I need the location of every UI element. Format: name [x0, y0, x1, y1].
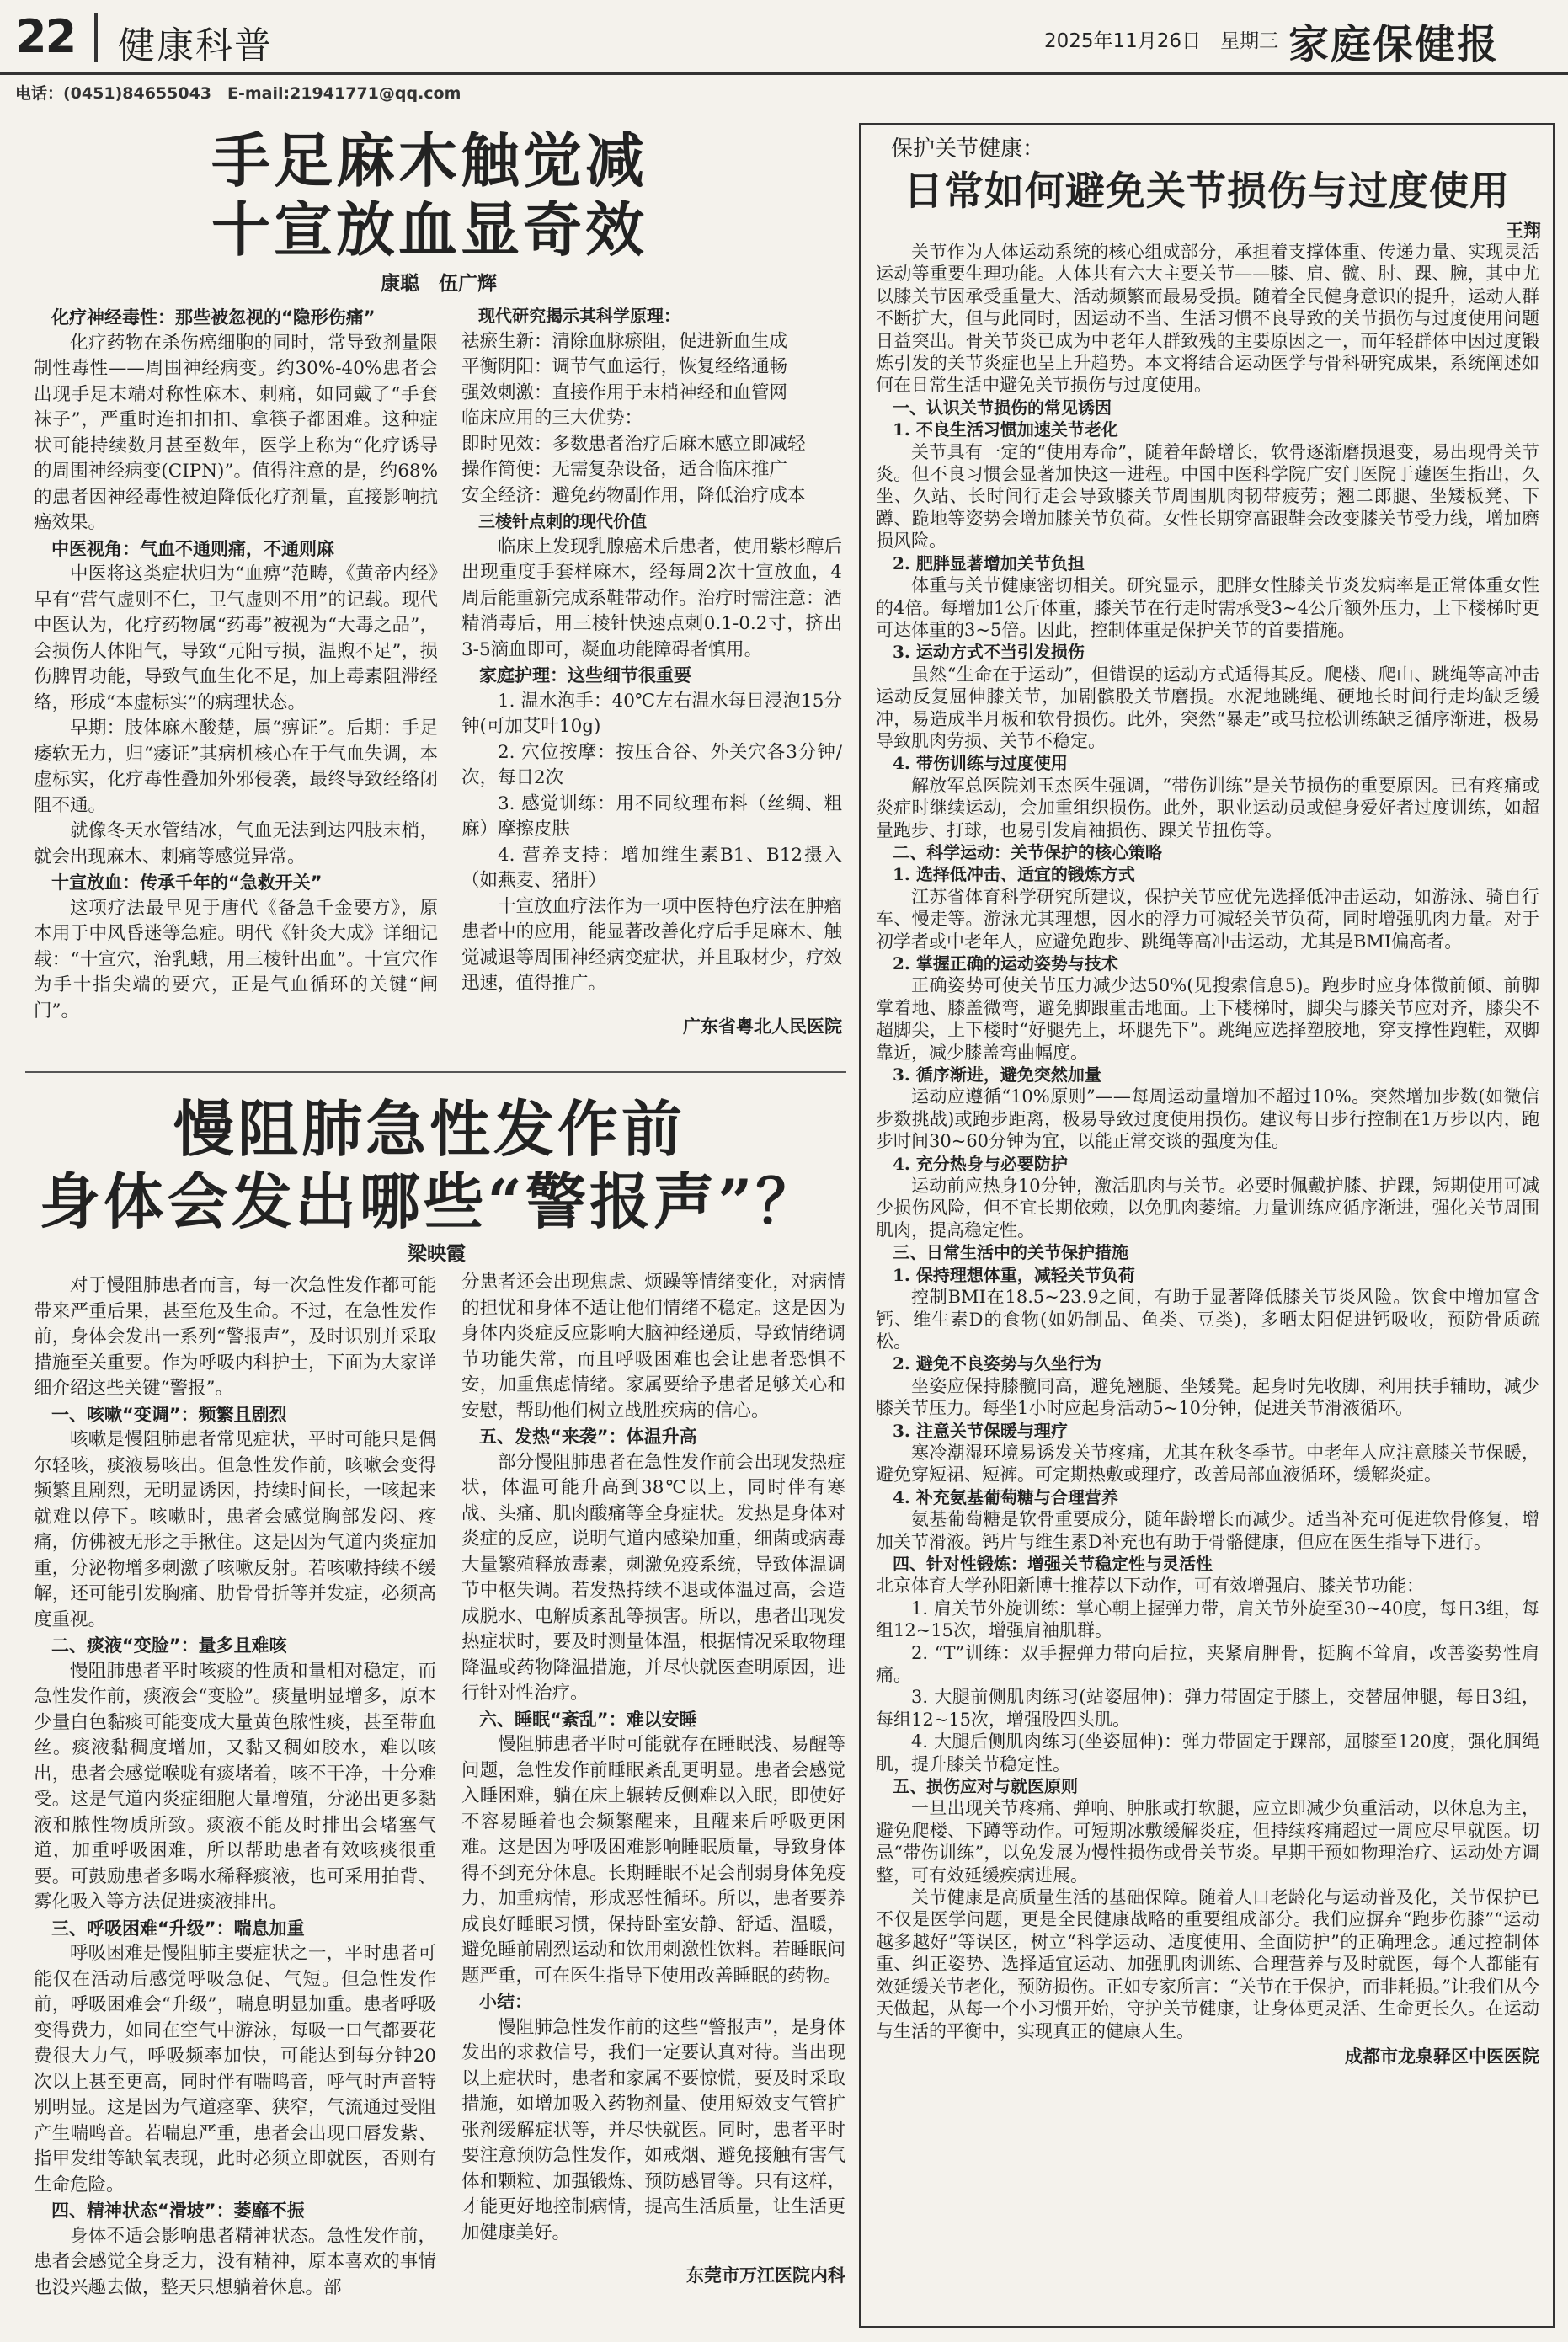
- paragraph: 临床上发现乳腺癌术后患者，使用紫杉醇后出现重度手套样麻木，经每周2次十宣放血，4周后能重新完成系鞋带动作。治疗时需注意：酒精消毒后，用三棱针快速点刺0.1-0.2寸，挤出3-5滴血即可，凝血功能障碍者慎用。: [461, 536, 842, 660]
- subheading: 五、发热“来袭”：体温升高: [479, 1427, 697, 1447]
- paragraph: 对于慢阻肺患者而言，每一次急性发作都可能带来严重后果，甚至危及生命。不过，在急性发作前，身体会发出一系列“警报声”，及时识别并采取措施至关重要。作为呼吸内科护士，下面为大家详细介绍这些关键“警报”。: [34, 1275, 436, 1399]
- page-header: [0, 0, 1568, 80]
- paragraph: 正确姿势可使关节压力减少达50%(见搜索信息5)。跑步时应身体微前倾、前脚掌着地、膝盖微弯，避免脚跟重击地面。上下楼梯时，脚尖与膝关节应对齐，膝尖不超脚尖，上下楼时“好腿先上，坏腿先下”。跳绳应选择塑胶地，穿支撑性跑鞋，双脚靠近，减少膝盖弯曲幅度。: [876, 975, 1539, 1063]
- paragraph: 中医将这类症状归为“血痹”范畴，《黄帝内经》早有“营气虚则不仁，卫气虚则不用”的记载。现代中医认为，化疗药物属“药毒”被视为“大毒之品”，会损伤人体阳气，导致“元阳亏损，温煦不足”，损伤脾胃功能，导致气血生化不足，加上毒素阻滞经络，形成“本虚标实”的病理状态。: [34, 563, 438, 713]
- section-title: 健康科普: [118, 24, 273, 67]
- article2-left-column: [34, 1273, 436, 2326]
- paragraph: 江苏省体育科学研究所建议，保护关节应优先选择低冲击运动，如游泳、骑自行车、慢走等。游泳尤其理想，因水的浮力可减轻关节负荷，同时增强肌肉力量。对于初学者或中老年人，应避免跑步、跳绳等高冲击运动，尤其是BMI偏高者。: [876, 886, 1539, 952]
- paragraph: 1. 温水泡手：40℃左右温水每日浸泡15分钟(可加艾叶10g): [461, 690, 842, 737]
- article3-kicker: 保护关节健康：: [891, 136, 1045, 162]
- paragraph: 化疗药物在杀伤癌细胞的同时，常导致剂量限制性毒性——周围神经病变。约30%-40%患者会出现手足末端对称性麻木、刺痛，如同戴了“手套袜子”，严重时连扣扣扣、拿筷子都困难。这种症状可能持续数月甚至数年，医学上称为“化疗诱导的周围神经病变(CIPN)”。值得注意的是，约68%的患者因神经毒性被迫降低化疗剂量，直接影响抗癌效果。: [34, 332, 438, 533]
- paragraph: 呼吸困难是慢阻肺主要症状之一，平时患者可能仅在活动后感觉呼吸急促、气短。但急性发作前，呼吸困难会“升级”，喘息明显加重。患者呼吸变得费力，如同在空气中游泳，每吸一口气都要花费很大力气，呼吸频率加快，可能达到每分钟20次以上甚至更高，同时伴有喘鸣音，呼气时声音特别明显。这是因为气道痉挛、狭窄，气流通过受阻产生喘鸣音。若喘息严重，患者会出现口唇发紫、指甲发绀等缺氧表现，此时必须立即就医，否则有生命危险。: [34, 1943, 436, 2195]
- subheading: 中医视角：气血不通则痛，不通则麻: [51, 538, 334, 559]
- minor-heading: 4. 补充氨基葡萄糖与合理营养: [893, 1486, 1118, 1507]
- subheading: 四、精神状态“滑坡”：萎靡不振: [51, 2201, 305, 2221]
- paragraph: 控制BMI在18.5~23.9之间，有助于显著降低膝关节炎风险。饮食中增加富含钙、维生素D的食物(如奶制品、鱼类、豆类)，多晒太阳促进钙吸收，预防骨质疏松。: [876, 1287, 1539, 1352]
- minor-heading: 三棱针点刺的现代价值: [478, 511, 647, 531]
- subheading: 四、针对性锻炼：增强关节稳定性与灵活性: [893, 1553, 1213, 1574]
- paragraph: 1. 肩关节外旋训练：掌心朝上握弹力带，肩关节外旋至30~40度，每日3组，每组12~15次，增强肩袖肌群。: [876, 1598, 1539, 1641]
- paragraph: 关节具有一定的“使用寿命”，随着年龄增长，软骨逐渐磨损退变，易出现骨关节炎。但不良习惯会显著加快这一进程。中国中医科学院广安门医院于蘧医生指出，久坐、久站、长时间行走会导致膝关节周围肌肉韧带疲劳；翘二郎腿、坐矮板凳、下蹲、跪地等姿势会增加膝关节负荷。女性长期穿高跟鞋会改变膝关节受力线，增加磨损风险。: [876, 441, 1539, 552]
- article1-left-column: [34, 305, 438, 1021]
- paragraph: 早期：肢体麻木酸楚，属“痹证”。后期：手足痿软无力，归“痿证”其病机核心在于气血失调，本虚标实，化疗毒性叠加外邪侵袭，最终导致经络闭阻不通。: [34, 718, 438, 816]
- paragraph: 运动应遵循“10%原则”——每周运动量增加不超过10%。突然增加步数(如微信步数挑战)或跑步距离，极易导致过度使用损伤。建议每日步行控制在1万步以内，跑步时间30~60分钟为宜，以能正常交谈的强度为佳。: [876, 1086, 1539, 1152]
- subheading: 小结：: [479, 1992, 532, 2012]
- paragraph: 安全经济：避免药物副作用，降低治疗成本: [461, 484, 806, 506]
- paragraph: 3. 感觉训练：用不同纹理布料（丝绸、粗麻）摩擦皮肤: [461, 792, 842, 840]
- minor-heading: 4. 充分热身与必要防护: [893, 1153, 1068, 1174]
- subheading: 三、呼吸困难“升级”：喘息加重: [51, 1918, 305, 1939]
- paragraph: 3. 大腿前侧肌肉练习(站姿屈伸)：弹力带固定于膝上，交替屈伸腿，每日3组，每组12~15次，增强股四头肌。: [876, 1687, 1539, 1730]
- paragraph: 运动前应热身10分钟，激活肌肉与关节。必要时佩戴护膝、护踝，短期使用可减少损伤风险，但不宜长期依赖，以免肌肉萎缩。力量训练应循序渐进，强化关节周围肌肉，提高稳定性。: [876, 1176, 1539, 1240]
- author-affiliation: 成都市龙泉驿区中医医院: [1345, 2046, 1539, 2067]
- subheading: 三、日常生活中的关节保护措施: [893, 1242, 1128, 1263]
- subheading: 六、睡眠“紊乱”：难以安睡: [479, 1709, 697, 1730]
- minor-heading: 1. 保持理想体重，减轻关节负荷: [893, 1264, 1135, 1285]
- header-rule: [0, 72, 1568, 75]
- minor-heading: 1. 不良生活习惯加速关节老化: [893, 419, 1118, 440]
- paragraph: 强效刺激：直接作用于末梢神经和血管网: [461, 381, 788, 403]
- article3-byline: 王翔: [1506, 221, 1541, 241]
- minor-heading: 2. 肥胖显著增加关节负担: [893, 552, 1085, 573]
- paragraph: 咳嗽是慢阻肺患者常见症状，平时可能只是偶尔轻咳，痰液易咳出。但急性发作前，咳嗽会变得频繁且剧烈，无明显诱因，持续时间长，一咳起来就难以停下。咳嗽时，患者会感觉胸部发闷、疼痛，仿佛被无形之手揪住。这是因为气道内炎症加重，分泌物增多刺激了咳嗽反射。若咳嗽持续不缓解，还可能引发胸痛、肋骨骨折等并发症，必须高度重视。: [34, 1429, 436, 1630]
- article1-title-line1: 手足麻木触觉减: [211, 125, 648, 195]
- paragraph: 就像冬天水管结冰，气血无法到达四肢末梢，就会出现麻木、刺痛等感觉异常。: [34, 820, 438, 867]
- paragraph: 4. 营养支持：增加维生素B1、B12摄入（如燕麦、猪肝）: [461, 844, 842, 891]
- paragraph: 部分慢阻肺患者在急性发作前会出现发热症状，体温可能升高到38℃以上，同时伴有寒战、头痛、肌肉酸痛等全身症状。发热是身体对炎症的反应，说明气道内感染加重，细菌或病毒大量繁殖释放毒素，刺激免疫系统，导致体温调节中枢失调。若发热持续不退或体温过高，会造成脱水、电解质紊乱等损害。所以，患者出现发热症状时，要及时测量体温，根据情况采取物理降温或药物降温措施，并尽快就医查明原因，进行针对性治疗。: [461, 1451, 845, 1704]
- paragraph: 慢阻肺患者平时可能就存在睡眠浅、易醒等问题，急性发作前睡眠紊乱更明显。患者会感觉入睡困难，躺在床上辗转反侧难以入眠，即使好不容易睡着也会频繁醒来，且醒来后呼吸更困难。这是因为呼吸困难影响睡眠质量，导致身体得不到充分休息。长期睡眠不足会削弱身体免疫力，加重病情，形成恶性循环。所以，患者要养成良好睡眠习惯，保持卧室安静、舒适、温暖，避免睡前剧烈运动和饮用刺激性饮料。若睡眠问题严重，可在医生指导下使用改善睡眠的药物。: [461, 1734, 845, 1987]
- subheading: 家庭护理：这些细节很重要: [479, 665, 691, 686]
- paragraph: 祛瘀生新：清除血脉瘀阻，促进新血生成: [461, 330, 788, 352]
- paragraph: 一旦出现关节疼痛、弹响、肿胀或打软腿，应立即减少负重活动，以休息为主，避免爬楼、下蹲等动作。可短期冰敷缓解炎症，但持续疼痛超过一周应尽早就医。切忌“带伤训练”，以免发展为慢性损伤或骨关节炎。早期干预如物理治疗、运动处方调整，可有效延缓疾病进展。: [876, 1798, 1539, 1886]
- article2-title: [25, 1093, 834, 1238]
- paragraph: 北京体育大学孙阳新博士推荐以下动作，可有效增强肩、膝关节功能：: [876, 1576, 1424, 1597]
- minor-heading: 4. 带伤训练与过度使用: [893, 753, 1068, 774]
- article1-byline: 康聪 伍广辉: [381, 273, 497, 295]
- article2-title-line2: 身体会发出哪些“警报声”？: [39, 1166, 820, 1237]
- subheading: 一、认识关节损伤的常见诱因: [893, 397, 1112, 418]
- article-divider: [25, 1071, 846, 1073]
- contact-line: 电话：(0451)84655043 E-mail:21941771@qq.com: [15, 84, 461, 103]
- paragraph: 这项疗法最早见于唐代《备急千金要方》，原本用于中风昏迷等急症。明代《针灸大成》详细记载：“十宣穴，治乳蛾，用三棱针出血”。十宣穴作为手十指尖端的要穴，正是气血循环的关键“闸门”。: [34, 897, 438, 1021]
- subheading: 二、科学运动：关节保护的核心策略: [893, 841, 1162, 862]
- paragraph: 4. 大腿后侧肌肉练习(坐姿屈伸)：弹力带固定于踝部，屈膝至120度，强化腘绳肌，提升膝关节稳定性。: [876, 1731, 1539, 1774]
- paragraph: 2. “T”训练：双手握弹力带向后拉，夹紧肩胛骨，挺胸不耸肩，改善姿势性肩痛。: [876, 1642, 1539, 1685]
- paragraph: 关节作为人体运动系统的核心组成部分，承担着支撑体重、传递力量、实现灵活运动等重要生理功能。人体共有六大主要关节——膝、肩、髋、肘、踝、腕，其中尤以膝关节因承受重量大、活动频繁而最易受损。随着全民健身意识的提升，运动人群不断扩大，但与此同时，因运动不当、生活习惯不良导致的关节损伤与过度使用问题日益突出。骨关节炎已成为中老年人群致残的主要原因之一，而年轻群体中因过度锻炼引发的关节炎症也呈上升趋势。本文将结合运动医学与骨科研究成果，系统阐述如何在日常生活中避免关节损伤与过度使用。: [876, 242, 1539, 396]
- minor-heading: 现代研究揭示其科学原理：: [478, 306, 680, 326]
- paragraph: 关节健康是高质量生活的基础保障。随着人口老龄化与运动普及化，关节保护已不仅是医学问题，更是全民健康战略的重要组成部分。我们应摒弃“跑步伤膝”“运动越多越好”等误区，树立“科学运动、适度使用、全面防护”的正确理念。通过控制体重、纠正姿势、选择适宜运动、加强肌肉训练、合理营养与及时就医，每个人都能有效延缓关节老化，预防损伤。正如专家所言：“关节在于保护，而非耗损。”让我们从今天做起，从每一个小习惯开始，守护关节健康，让身体更灵活、生命更长久。在运动与生活的平衡中，实现真正的健康人生。: [876, 1887, 1539, 2041]
- paragraph: 体重与关节健康密切相关。研究显示，肥胖女性膝关节炎发病率是正常体重女性的4倍。每增加1公斤体重，膝关节在行走时需承受3~4公斤额外压力，上下楼梯时更可达体重的3~5倍。因此，控制体重是保护关节的首要措施。: [876, 575, 1539, 640]
- article1-title-line2: 十宣放血显奇效: [211, 195, 648, 264]
- article2-byline: 梁映霞: [408, 1243, 466, 1265]
- paragraph: 临床应用的三大优势：: [461, 408, 643, 429]
- paragraph: 慢阻肺急性发作前的这些“警报声”，是身体发出的求救信号，我们一定要认真对待。当出现以上症状时，患者和家属不要惊慌，要及时采取措施，如增加吸入药物剂量、使用短效支气管扩张剂缓解症状等，并尽快就医。同时，患者平时要注意预防急性发作，如戒烟、避免接触有害气体和颗粒、加强锻炼、预防感冒等。只有这样，才能更好地控制病情，提高生活质量，让生活更加健康美好。: [461, 2016, 845, 2243]
- author-affiliation: 东莞市万江医院内科: [686, 2265, 845, 2286]
- minor-heading: 3. 循序渐进，避免突然加量: [893, 1064, 1101, 1086]
- minor-heading: 3. 注意关节保暖与理疗: [893, 1420, 1068, 1441]
- minor-heading: 2. 掌握正确的运动姿势与技术: [893, 953, 1118, 974]
- subheading: 五、损伤应对与就医原则: [893, 1776, 1078, 1797]
- page-number: 22: [15, 10, 76, 63]
- paragraph: 解放军总医院刘玉杰医生强调，“带伤训练”是关节损伤的重要原因。已有疼痛或炎症时继续运动，会加重组织损伤。此外，职业运动员或健身爱好者过度训练，如超量跑步、打球，也易引发肩袖损伤、踝关节扭伤等。: [876, 775, 1539, 840]
- paragraph: 氨基葡萄糖是软骨重要成分，随年龄增长而减少。适当补充可促进软骨修复，增加关节滑液。钙片与维生素D补充也有助于骨骼健康，但应在医生指导下进行。: [876, 1509, 1539, 1552]
- article2-right-column: [461, 1270, 845, 2331]
- paragraph: 平衡阴阳：调节气血运行，恢复经络通畅: [461, 356, 788, 377]
- subheading: 十宣放血：传承千年的“急救开关”: [51, 872, 323, 893]
- paragraph: 操作简便：无需复杂设备，适合临床推广: [461, 459, 788, 480]
- article2-title-line1: 慢阻肺急性发作前: [173, 1093, 685, 1165]
- paragraph: 分患者还会出现焦虑、烦躁等情绪变化，对病情的担忧和身体不适让他们情绪不稳定。这是因为身体内炎症反应影响大脑神经递质，导致情绪调节功能失常，而且呼吸困难也会让患者恐惧不安，加重焦虑情绪。家属要给予患者足够关心和安慰，帮助他们树立战胜疾病的信心。: [461, 1272, 845, 1422]
- header-divider: [94, 13, 98, 62]
- paragraph: 2. 穴位按摩：按压合谷、外关穴各3分钟/次，每日2次: [461, 741, 842, 788]
- newspaper-masthead: 家庭保健报: [1288, 21, 1500, 68]
- paragraph: 坐姿应保持膝髋同高，避免翘腿、坐矮凳。起身时先收脚，利用扶手辅助，减少膝关节压力。每坐1小时应起身活动5~10分钟，促进关节滑液循环。: [876, 1375, 1539, 1419]
- subheading: 化疗神经毒性：那些被忽视的“隐形伤痛”: [51, 307, 376, 328]
- paragraph: 虽然“生命在于运动”，但错误的运动方式适得其反。爬楼、爬山、跳绳等高冲击运动反复屈伸膝关节，加剧髌股关节磨损。水泥地跳绳、硬地长时间行走均缺乏缓冲，易造成半月板和软骨损伤。此外，突然“暴走”或马拉松训练缺乏循序渐进，极易导致肌肉劳损、关节不稳定。: [876, 664, 1539, 751]
- article3-title: 日常如何避免关节损伤与过度使用: [904, 168, 1510, 215]
- author-affiliation: 广东省粤北人民医院: [683, 1016, 842, 1037]
- paragraph: 慢阻肺患者平时咳痰的性质和量相对稳定，而急性发作前，痰液会“变脸”。痰量明显增多，原本少量白色黏痰可能变成大量黄色脓性痰，甚至带血丝。痰液黏稠度增加，又黏又稠如胶水，难以咳出，患者会感觉喉咙有痰堵着，咳不干净，十分难受。这是气道内炎症细胞大量增殖，分泌出更多黏液和脓性物质所致。痰液不能及时排出会堵塞气道，加重呼吸困难，所以帮助患者有效咳痰很重要。可鼓励患者多喝水稀释痰液，也可采用拍背、雾化吸入等方法促进痰液排出。: [34, 1660, 436, 1913]
- subheading: 二、痰液“变脸”：量多且难咳: [51, 1635, 287, 1656]
- subheading: 一、咳嗽“变调”：频繁且剧烈: [51, 1404, 287, 1425]
- paragraph: 即时见效：多数患者治疗后麻木感立即减轻: [461, 433, 806, 455]
- minor-heading: 2. 避免不良姿势与久坐行为: [893, 1353, 1101, 1374]
- article1-right-column: [461, 303, 842, 1061]
- paragraph: 十宣放血疗法作为一项中医特色疗法在肿瘤患者中的应用，能显著改善化疗后手足麻木、触觉减退等周围神经病变症状，并且取材少，疗效迅速，值得推广。: [461, 895, 842, 994]
- issue-date: 2025年11月26日 星期三: [1044, 30, 1279, 52]
- article1-title: [25, 126, 834, 264]
- paragraph: 身体不适会影响患者精神状态。急性发作前，患者会感觉全身乏力，没有精神，原本喜欢的事情也没兴趣去做，整天只想躺着休息。部: [34, 2225, 436, 2298]
- minor-heading: 1. 选择低冲击、适宜的锻炼方式: [893, 864, 1135, 885]
- article3-body: [876, 241, 1539, 2321]
- minor-heading: 3. 运动方式不当引发损伤: [893, 642, 1085, 663]
- paragraph: 寒冷潮湿环境易诱发关节疼痛，尤其在秋冬季节。中老年人应注意膝关节保暖，避免穿短裙、短裤。可定期热敷或理疗，改善局部血液循环，缓解炎症。: [876, 1442, 1539, 1486]
